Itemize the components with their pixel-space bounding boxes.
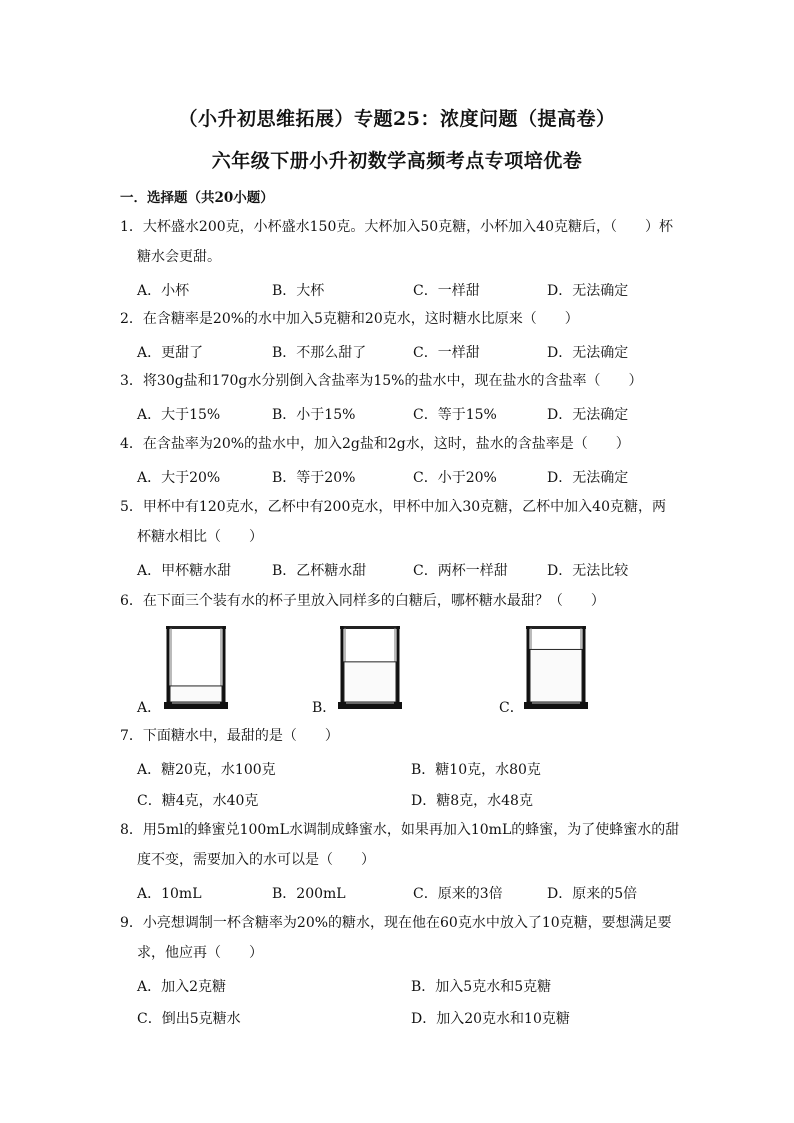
question-text-cont: 杯糖水相比（ ） <box>137 529 263 545</box>
options-4 <box>137 467 697 491</box>
question-text: 6．在下面三个装有水的杯子里放入同样多的白糖后，哪杯糖水最甜？（ ） <box>120 593 605 609</box>
option-a[interactable]: A．小杯 <box>137 283 190 299</box>
question-text: 2．在含糖率是20%的水中加入5克糖和20克水，这时糖水比原来（ ） <box>120 311 579 327</box>
option-d[interactable]: D．糖8克，水48克 <box>411 793 533 809</box>
options-9b <box>137 1008 697 1032</box>
option-b[interactable]: B．大杯 <box>272 283 325 299</box>
option-c[interactable]: C．等于15% <box>413 407 497 423</box>
option-a[interactable]: A．10mL <box>137 886 202 902</box>
question-text: 1．大杯盛水200克，小杯盛水150克。大杯加入50克糖，小杯加入40克糖后，（ ）杯 <box>120 219 673 235</box>
option-a[interactable]: A． <box>137 700 162 716</box>
option-a[interactable]: A．加入2克糖 <box>137 979 227 995</box>
option-d[interactable]: D．无法确定 <box>547 470 629 486</box>
page-title: （小升初思维拓展）专题25：浓度问题（提高卷） <box>178 108 616 130</box>
option-d[interactable]: D．原来的5倍 <box>547 886 638 902</box>
question-text: 7．下面糖水中，最甜的是（ ） <box>120 728 339 744</box>
section-heading: 一．选择题（共20小题） <box>120 190 274 206</box>
option-b[interactable]: B．不那么甜了 <box>272 345 367 361</box>
option-d[interactable]: D．无法确定 <box>547 283 629 299</box>
option-c[interactable]: C．糖4克，水40克 <box>137 793 259 809</box>
option-c[interactable]: C．原来的3倍 <box>413 886 503 902</box>
glass-a <box>160 622 232 712</box>
option-b[interactable]: B．乙杯糖水甜 <box>272 563 367 579</box>
water-level <box>170 686 222 702</box>
water-level <box>344 662 396 702</box>
option-d[interactable]: D．无法比较 <box>547 563 629 579</box>
question-4 <box>120 429 680 459</box>
question-text-cont: 度不变，需要加入的水可以是（ ） <box>137 852 375 868</box>
options-8 <box>137 883 697 907</box>
glass-b <box>334 622 406 712</box>
option-a[interactable]: A．甲杯糖水甜 <box>137 563 232 579</box>
option-b[interactable]: B．小于15% <box>272 407 356 423</box>
option-c[interactable]: C． <box>499 700 524 716</box>
glass-c <box>520 622 592 712</box>
question-text: 4．在含盐率为20%的盐水中，加入2g盐和2g水，这时，盐水的含盐率是（ ） <box>120 436 630 452</box>
option-b[interactable]: B．200mL <box>272 886 346 902</box>
option-a[interactable]: A．大于20% <box>137 470 221 486</box>
option-c[interactable]: C．一样甜 <box>413 283 480 299</box>
option-c[interactable]: C．两杯一样甜 <box>413 563 508 579</box>
option-d[interactable]: D．加入20克水和10克糖 <box>411 1011 570 1027</box>
options-7a <box>137 759 697 783</box>
question-7 <box>120 721 680 751</box>
option-c[interactable]: C．倒出5克糖水 <box>137 1011 241 1027</box>
options-3 <box>137 404 697 428</box>
option-c[interactable]: C．一样甜 <box>413 345 480 361</box>
question-5 <box>120 492 680 552</box>
page-subtitle: 六年级下册小升初数学高频考点专项培优卷 <box>211 150 583 172</box>
question-3 <box>120 366 680 396</box>
question-8 <box>120 815 680 875</box>
options-2 <box>137 342 697 366</box>
question-1 <box>120 212 680 272</box>
option-a[interactable]: A．糖20克，水100克 <box>137 762 276 778</box>
options-9a <box>137 976 697 1000</box>
option-b[interactable]: B．等于20% <box>272 470 356 486</box>
question-text-cont: 糖水会更甜。 <box>137 249 221 265</box>
question-6 <box>120 586 680 616</box>
question-text: 8．用5ml的蜂蜜兑100mL水调制成蜂蜜水，如果再加入10mL的蜂蜜，为了使蜂蜜水的甜 <box>120 822 680 838</box>
option-c[interactable]: C．小于20% <box>413 470 497 486</box>
options-1 <box>137 280 697 304</box>
option-b[interactable]: B．加入5克水和5克糖 <box>411 979 552 995</box>
option-a[interactable]: A．更甜了 <box>137 345 204 361</box>
option-d[interactable]: D．无法确定 <box>547 345 629 361</box>
options-5 <box>137 560 697 584</box>
option-b[interactable]: B． <box>312 700 337 716</box>
question-text: 5．甲杯中有120克水，乙杯中有200克水，甲杯中加入30克糖，乙杯中加入40克糖，两 <box>120 499 666 515</box>
water-level <box>530 649 582 702</box>
question-text-cont: 求，他应再（ ） <box>137 945 263 961</box>
option-a[interactable]: A．大于15% <box>137 407 221 423</box>
option-d[interactable]: D．无法确定 <box>547 407 629 423</box>
question-text: 9．小亮想调制一杯含糖率为20%的糖水，现在他在60克水中放入了10克糖，要想满足要 <box>120 915 672 931</box>
question-text: 3．将30g盐和170g水分别倒入含盐率为15%的盐水中，现在盐水的含盐率（ ） <box>120 373 643 389</box>
options-7b <box>137 790 697 814</box>
option-b[interactable]: B．糖10克，水80克 <box>411 762 541 778</box>
question-9 <box>120 908 680 968</box>
question-2 <box>120 304 680 334</box>
